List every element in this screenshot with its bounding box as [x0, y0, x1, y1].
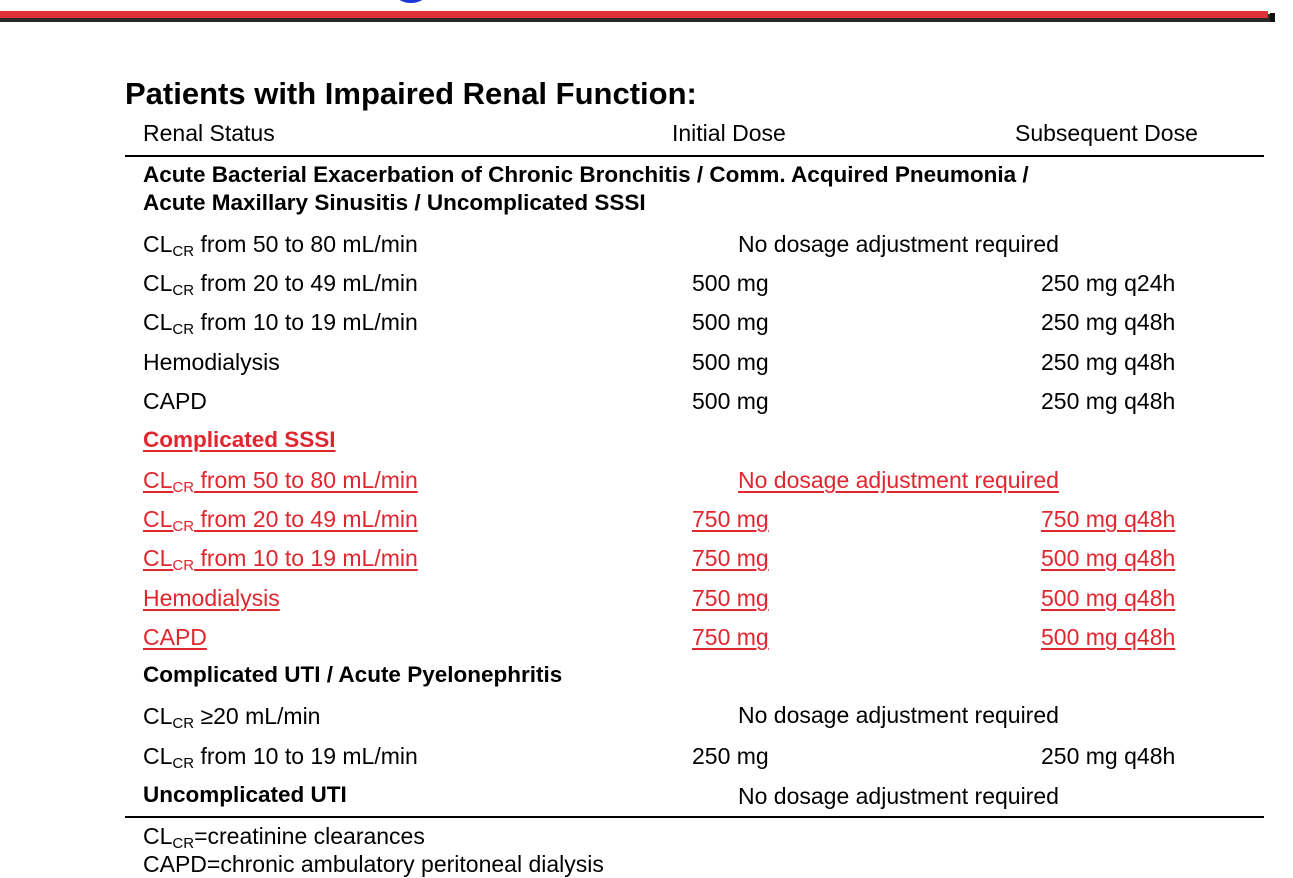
- section-title-complicated-sssi: Complicated SSSI: [143, 427, 336, 452]
- row-label: CAPD: [143, 624, 207, 650]
- row-initial-dose: 500 mg: [692, 388, 769, 414]
- row-label: $CL_{CR}$ from 10 to 19 mL/min: [143, 309, 418, 338]
- row-note: No dosage adjustment required: [738, 467, 1059, 493]
- section-title-uncomplicated-uti: Uncomplicated UTI: [143, 782, 347, 807]
- row-note: No dosage adjustment required: [738, 783, 1059, 809]
- row-subsequent-dose: 500 mg q48h: [1041, 624, 1176, 650]
- row-label: $CL_{CR}$ from 50 to 80 mL/min: [143, 467, 418, 496]
- row-note: No dosage adjustment required: [738, 231, 1059, 257]
- row-subsequent-dose: 750 mg q48h: [1041, 506, 1176, 532]
- logo-mark: [388, 0, 434, 3]
- header-band-red: [0, 11, 1268, 18]
- row-label: $CL_{CR} \ge 20$ mL/min: [143, 703, 321, 732]
- row-label: CAPD: [143, 388, 207, 414]
- row-label: Hemodialysis: [143, 349, 280, 375]
- row-label: $CL_{CR}$ from 50 to 80 mL/min: [143, 231, 418, 260]
- row-label: $CL_{CR}$ from 20 to 49 mL/min: [143, 270, 418, 299]
- row-subsequent-dose: 250 mg q48h: [1041, 349, 1176, 375]
- column-header-subsequent-dose: Subsequent Dose: [1015, 120, 1198, 146]
- row-label: $CL_{CR}$ from 10 to 19 mL/min: [143, 743, 418, 772]
- row-initial-dose: 750 mg: [692, 506, 769, 532]
- row-label: $CL_{CR}$ from 10 to 19 mL/min: [143, 545, 418, 574]
- row-subsequent-dose: 250 mg q48h: [1041, 309, 1176, 335]
- row-initial-dose: 500 mg: [692, 309, 769, 335]
- row-subsequent-dose: 250 mg q48h: [1041, 743, 1176, 769]
- row-initial-dose: 750 mg: [692, 624, 769, 650]
- row-subsequent-dose: 500 mg q48h: [1041, 545, 1176, 571]
- row-note: No dosage adjustment required: [738, 702, 1059, 728]
- row-initial-dose: 500 mg: [692, 270, 769, 296]
- row-subsequent-dose: 250 mg q48h: [1041, 388, 1176, 414]
- row-label: $CL_{CR}$ from 20 to 49 mL/min: [143, 506, 418, 535]
- footnote-capd: CAPD=chronic ambulatory peritoneal dialysis: [143, 851, 604, 877]
- header-rule: [125, 155, 1264, 157]
- row-subsequent-dose: 250 mg q24h: [1041, 270, 1176, 296]
- header-band-end: [1270, 13, 1275, 22]
- slide-title: Patients with Impaired Renal Function:: [125, 76, 697, 111]
- column-header-renal-status: Renal Status: [143, 120, 275, 146]
- row-initial-dose: 750 mg: [692, 585, 769, 611]
- section-title-respiratory: Acute Bacterial Exacerbation of Chronic Bronchitis / Comm. Acquired Pneumonia /: [143, 162, 1029, 187]
- section-title-complicated-uti: Complicated UTI / Acute Pyelonephritis: [143, 662, 563, 687]
- row-initial-dose: 250 mg: [692, 743, 769, 769]
- row-label: Hemodialysis: [143, 585, 280, 611]
- column-header-initial-dose: Initial Dose: [672, 120, 786, 146]
- row-initial-dose: 750 mg: [692, 545, 769, 571]
- row-subsequent-dose: 500 mg q48h: [1041, 585, 1176, 611]
- section-title-respiratory-line2: Acute Maxillary Sinusitis / Uncomplicated SSSI: [143, 190, 646, 215]
- row-initial-dose: 500 mg: [692, 349, 769, 375]
- footnote-clcr: $CL_{CR}=creatinine$ clearances: [143, 823, 425, 852]
- footer-rule: [125, 816, 1264, 818]
